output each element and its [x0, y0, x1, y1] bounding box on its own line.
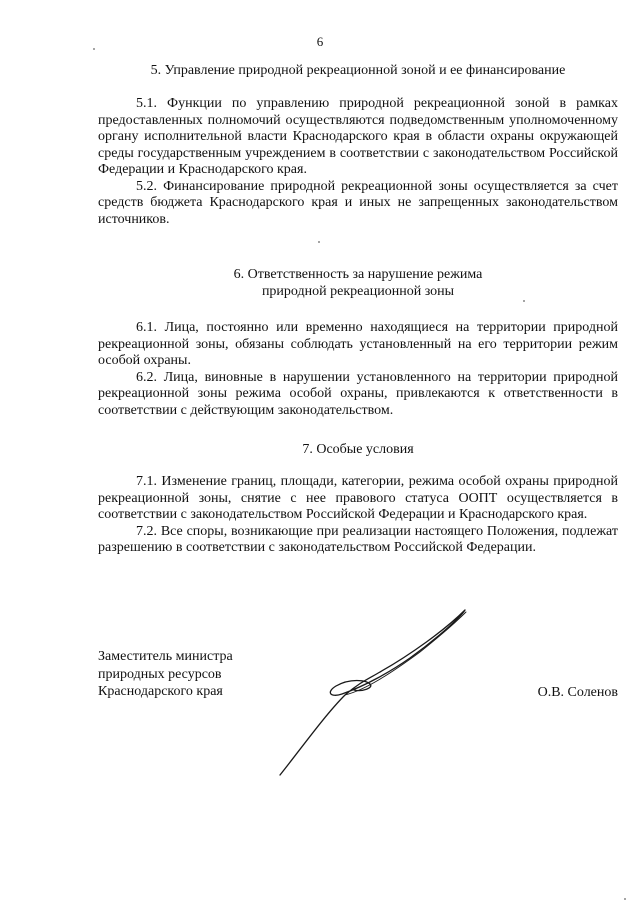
signatory-name: О.В. Соленов: [537, 685, 618, 700]
paragraph-5-2: 5.2. Финансирование природной рекреационной зоны осуществляется за счет средств бюджета Краснодарского края и иных не запрещенных законодательством источников.: [98, 178, 618, 227]
scan-speck: [93, 48, 95, 50]
section-6-heading: [98, 266, 618, 300]
scan-speck: [523, 300, 525, 302]
scan-speck: [624, 898, 626, 900]
section-7-heading: 7. Особые условия: [302, 442, 414, 457]
signatory-title: [98, 648, 233, 701]
signatory-title-line-2: природных ресурсов: [98, 666, 222, 682]
section-6-body: [98, 320, 618, 419]
signatory-title-line-3: Краснодарского края: [98, 684, 223, 699]
paragraph-6-2: 6.2. Лица, виновные в нарушении установленного на территории природной рекреационной зоны режима особой охраны, привлекаются к ответственности в соответствии с действующим законодательством.: [98, 369, 618, 418]
paragraph-7-2: 7.2. Все споры, возникающие при реализации настоящего Положения, подлежат разрешению в соответствии с законодательством Российской Федерации.: [98, 523, 618, 555]
section-5-heading: 5. Управление природной рекреационной зоной и ее финансирование: [150, 63, 566, 78]
paragraph-6-1: 6.1. Лица, постоянно или временно находящиеся на территории природной рекреационной зоны, обязаны соблюдать установленный на его территории режим особой охраны.: [98, 320, 618, 368]
section-6-heading-line-2: природной рекреационной зоны: [261, 284, 455, 299]
section-5-body: [98, 96, 618, 228]
scan-speck: [318, 241, 320, 243]
section-6-heading-line-1: 6. Ответственность за нарушение режима: [233, 267, 483, 282]
paragraph-5-1: 5.1. Функции по управлению природной рекреационной зоной в рамках предоставленных полномочий осуществляются подведомственным уполномоченному органу исполнительной власти Краснодарского края в области охраны окружающей среды государственным учреждением в соответствии с законодательством Российской Федерации и Краснодарского края.: [98, 96, 618, 177]
page-number: 6: [316, 34, 324, 49]
paragraph-7-1: 7.1. Изменение границ, площади, категории, режима особой охраны природной рекреационной зоны, снятие с нее правового статуса ООПТ осуществляется в соответствии с законодательством Российской Федерации и Краснодарского края.: [98, 474, 618, 522]
signatory-title-line-1: Заместитель министра: [98, 649, 233, 664]
handwritten-signature-icon: [270, 600, 480, 780]
section-7-body: [98, 474, 618, 557]
